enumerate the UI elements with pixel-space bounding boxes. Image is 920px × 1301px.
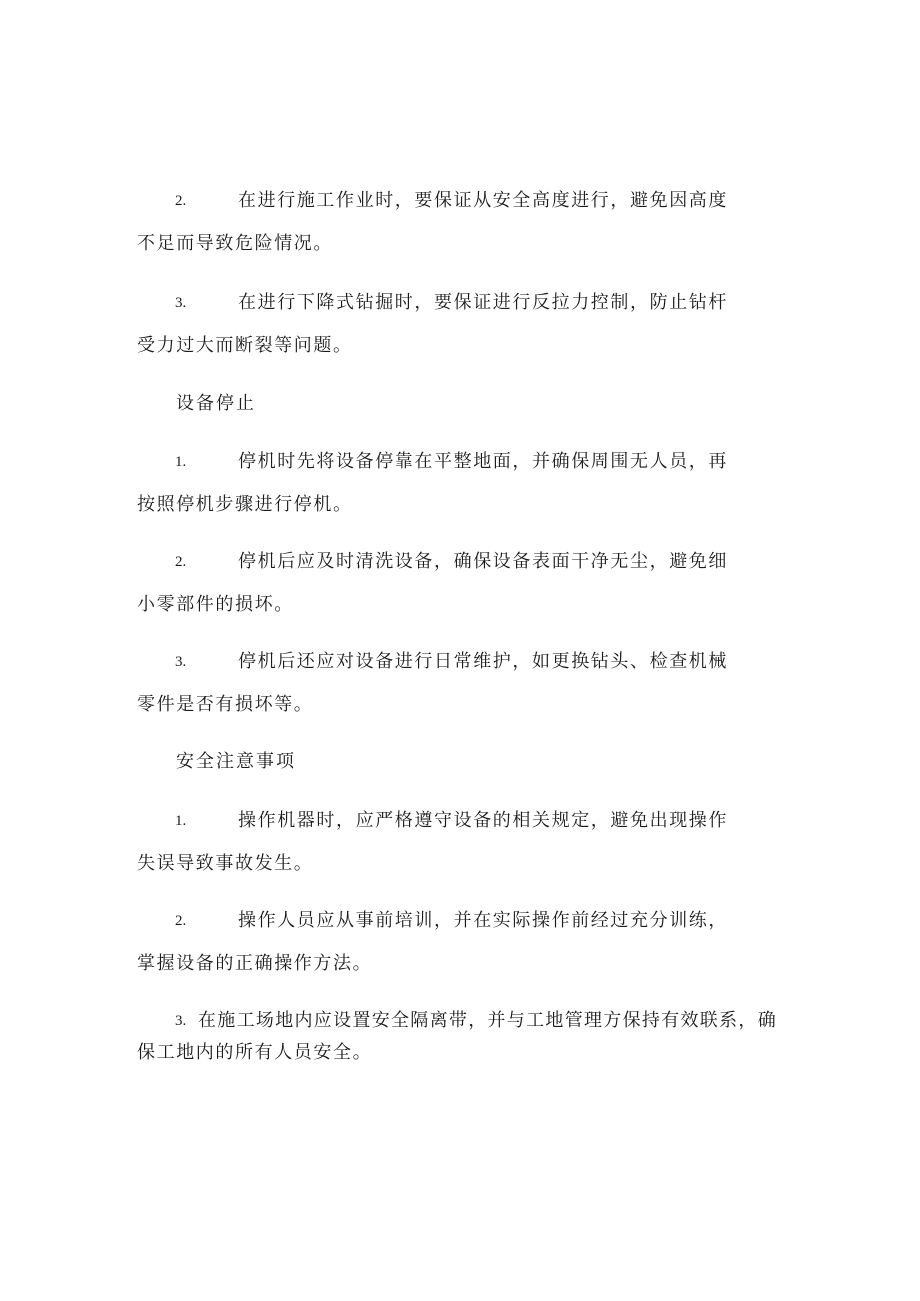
item-number: 2.: [175, 193, 187, 209]
item-number: 1.: [175, 813, 187, 829]
section-heading: 安全注意事项: [176, 751, 296, 772]
item-text-line: 失误导致事故发生。: [137, 853, 314, 874]
item-text-line: 按照停机步骤进行停机。: [137, 494, 353, 515]
item-text-line: 掌握设备的正确操作方法。: [137, 953, 373, 974]
item-number: 3.: [175, 295, 187, 311]
item-text-line: 停机后还应对设备进行日常维护，如更换钻头、检查机械: [238, 651, 728, 672]
item-text-line: 受力过大而断裂等问题。: [137, 335, 353, 356]
item-text-line: 在进行下降式钻掘时，要保证进行反拉力控制，防止钻杆: [238, 292, 728, 313]
item-number: 2.: [175, 913, 187, 929]
item-number: 2.: [175, 554, 187, 570]
item-number: 1.: [175, 454, 187, 470]
item-text-line: 在施工场地内应设置安全隔离带，并与工地管理方保持有效联系，确: [198, 1010, 777, 1031]
item-text-line: 小零部件的损坏。: [137, 594, 294, 615]
item-text-line: 停机后应及时清洗设备，确保设备表面干净无尘，避免细: [238, 551, 728, 572]
item-text-line: 在进行施工作业时，要保证从安全高度进行，避免因高度: [238, 190, 728, 211]
section-heading: 设备停止: [176, 393, 256, 414]
item-number: 3.: [175, 654, 187, 670]
item-text-line: 操作机器时，应严格遵守设备的相关规定，避免出现操作: [238, 810, 728, 831]
item-number: 3.: [175, 1013, 187, 1029]
item-text-line: 不足而导致危险情况。: [137, 233, 333, 254]
item-text-line: 停机时先将设备停靠在平整地面，并确保周围无人员，再: [238, 451, 728, 472]
item-text-line: 保工地内的所有人员安全。: [137, 1042, 373, 1063]
item-text-line: 操作人员应从事前培训，并在实际操作前经过充分训练，: [238, 910, 728, 931]
item-text-line: 零件是否有损坏等。: [137, 694, 314, 715]
